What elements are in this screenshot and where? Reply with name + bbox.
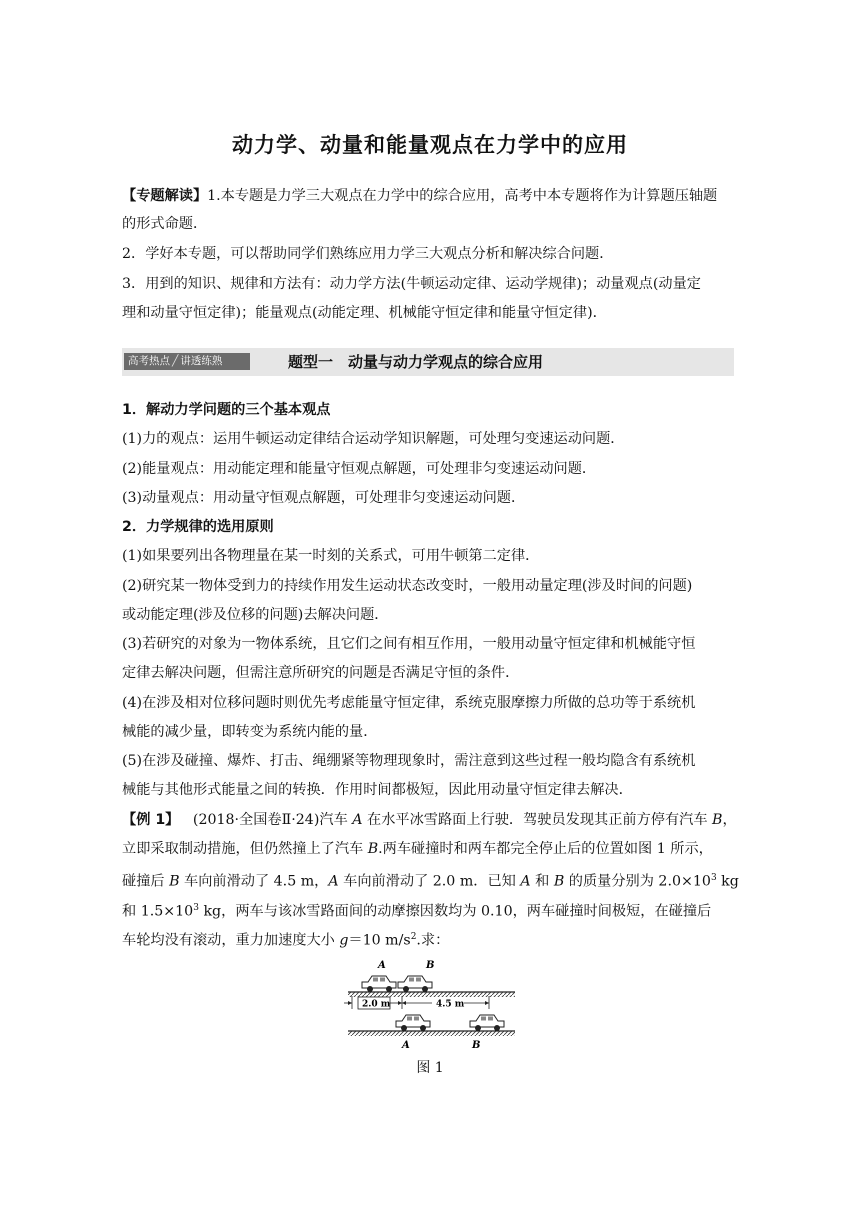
- section2-heading: 2．力学规律的选用原则: [122, 519, 274, 535]
- car-a-top-icon: [362, 976, 396, 992]
- example-source: (2018·全国卷Ⅱ·24): [192, 812, 320, 828]
- section2-p4b: 械能的减少量，即转变为系统内能的量．: [122, 724, 378, 740]
- section-banner: [122, 348, 734, 376]
- example-label: 【例 1】: [122, 812, 180, 828]
- collision-figure: [340, 955, 520, 1055]
- section1-p2: (2)能量观点：用动能定理和能量守恒观点解题，可处理非匀变速运动问题．: [122, 461, 597, 477]
- section2-p2a: (2)研究某一物体受到力的持续作用发生运动状态改变时，一般用动量定理(涉及时间的问题): [122, 578, 693, 594]
- section2-p5a: (5)在涉及碰撞、爆炸、打击、绳绷紧等物理现象时，需注意到这些过程一般均隐含有系统机: [122, 753, 696, 769]
- section2-p3a: (3)若研究的对象为一物体系统，且它们之间有相互作用，一般用动量守恒定律和机械能守恒: [122, 636, 696, 652]
- figure-label-b-bottom: B: [472, 1040, 481, 1051]
- section1-p3: (3)动量观点：用动量守恒观点解题，可处理非匀变速运动问题．: [122, 490, 526, 506]
- page-title: 动力学、动量和能量观点在力学中的应用: [232, 133, 628, 157]
- figure-caption: 图 1: [416, 1060, 444, 1076]
- figure-dist-b: 4.5 m: [436, 999, 465, 1010]
- section2-p3b: 定律去解决问题，但需注意所研究的问题是否满足守恒的条件．: [122, 665, 520, 681]
- car-a-bottom-icon: [396, 1015, 430, 1031]
- banner-title: 题型一 动量与动力学观点的综合应用: [288, 353, 544, 371]
- intro-line-4: 3．用到的知识、规律和方法有：动力学方法(牛顿运动定律、运动学规律)；动量观点(动量定: [122, 276, 701, 292]
- section2-p1: (1)如果要列出各物理量在某一时刻的关系式，可用牛顿第二定律．: [122, 548, 540, 564]
- figure-label-b-top: B: [426, 960, 435, 971]
- section1-p1: (1)力的观点：运用牛顿运动定律结合运动学知识解题，可处理匀变速运动问题．: [122, 431, 625, 447]
- figure-dist-a: 2.0 m: [362, 999, 391, 1010]
- example-line-2: 立即采取制动措施，但仍然撞上了汽车 B.两车碰撞时和两车都完全停止后的位置如图 1 所示，: [122, 841, 713, 857]
- intro-label: 【专题解读】: [122, 188, 208, 204]
- section2-p2b: 或动能定理(涉及位移的问题)去解决问题．: [122, 607, 389, 623]
- car-b-bottom-icon: [470, 1015, 504, 1031]
- intro-line-5: 理和动量守恒定律)；能量观点(动能定理、机械能守恒定律和能量守恒定律)．: [122, 305, 607, 321]
- example-line-4: 和 $1.5\times 10^3$ kg，两车与该冰雪路面间的动摩擦因数均为 0.10，两车碰撞时间极短，在碰撞后: [122, 903, 712, 920]
- intro-line-2: 的形式命题．: [122, 216, 208, 232]
- car-b-top-icon: [398, 976, 432, 992]
- example-line-1: 【例 1】 (2018·全国卷Ⅱ·24)汽车 A 在水平冰雪路面上行驶．驾驶员发现其正前方停有汽车 B，: [122, 812, 737, 828]
- section2-p5b: 械能与其他形式能量之间的转换．作用时间都极短，因此用动量守恒定律去解决．: [122, 782, 633, 798]
- intro-line-3: 2．学好本专题，可以帮助同学们熟练应用力学三大观点分析和解决综合问题．: [122, 246, 614, 262]
- example-line-3: 碰撞后 B 车向前滑动了 4.5 m，A 车向前滑动了 2.0 m．已知 A 和 B 的质量分别为 $2.0\times 10^3$ kg: [122, 873, 739, 890]
- intro-line-1: 【专题解读】1.本专题是力学三大观点在力学中的综合应用，高考中本专题将作为计算题压轴题: [122, 188, 718, 204]
- banner-tag: 高考热点 ╱ 讲透练熟: [124, 353, 250, 370]
- figure-label-a-bottom: A: [402, 1040, 410, 1051]
- section2-p4a: (4)在涉及相对位移问题时则优先考虑能量守恒定律，系统克服摩擦力所做的总功等于系统机: [122, 695, 696, 711]
- example-line-5: 车轮均没有滚动，重力加速度大小 g＝10 $m/s^2$.求：: [122, 932, 450, 949]
- section1-heading: 1．解动力学问题的三个基本观点: [122, 402, 331, 418]
- figure-label-a-top: A: [378, 960, 386, 971]
